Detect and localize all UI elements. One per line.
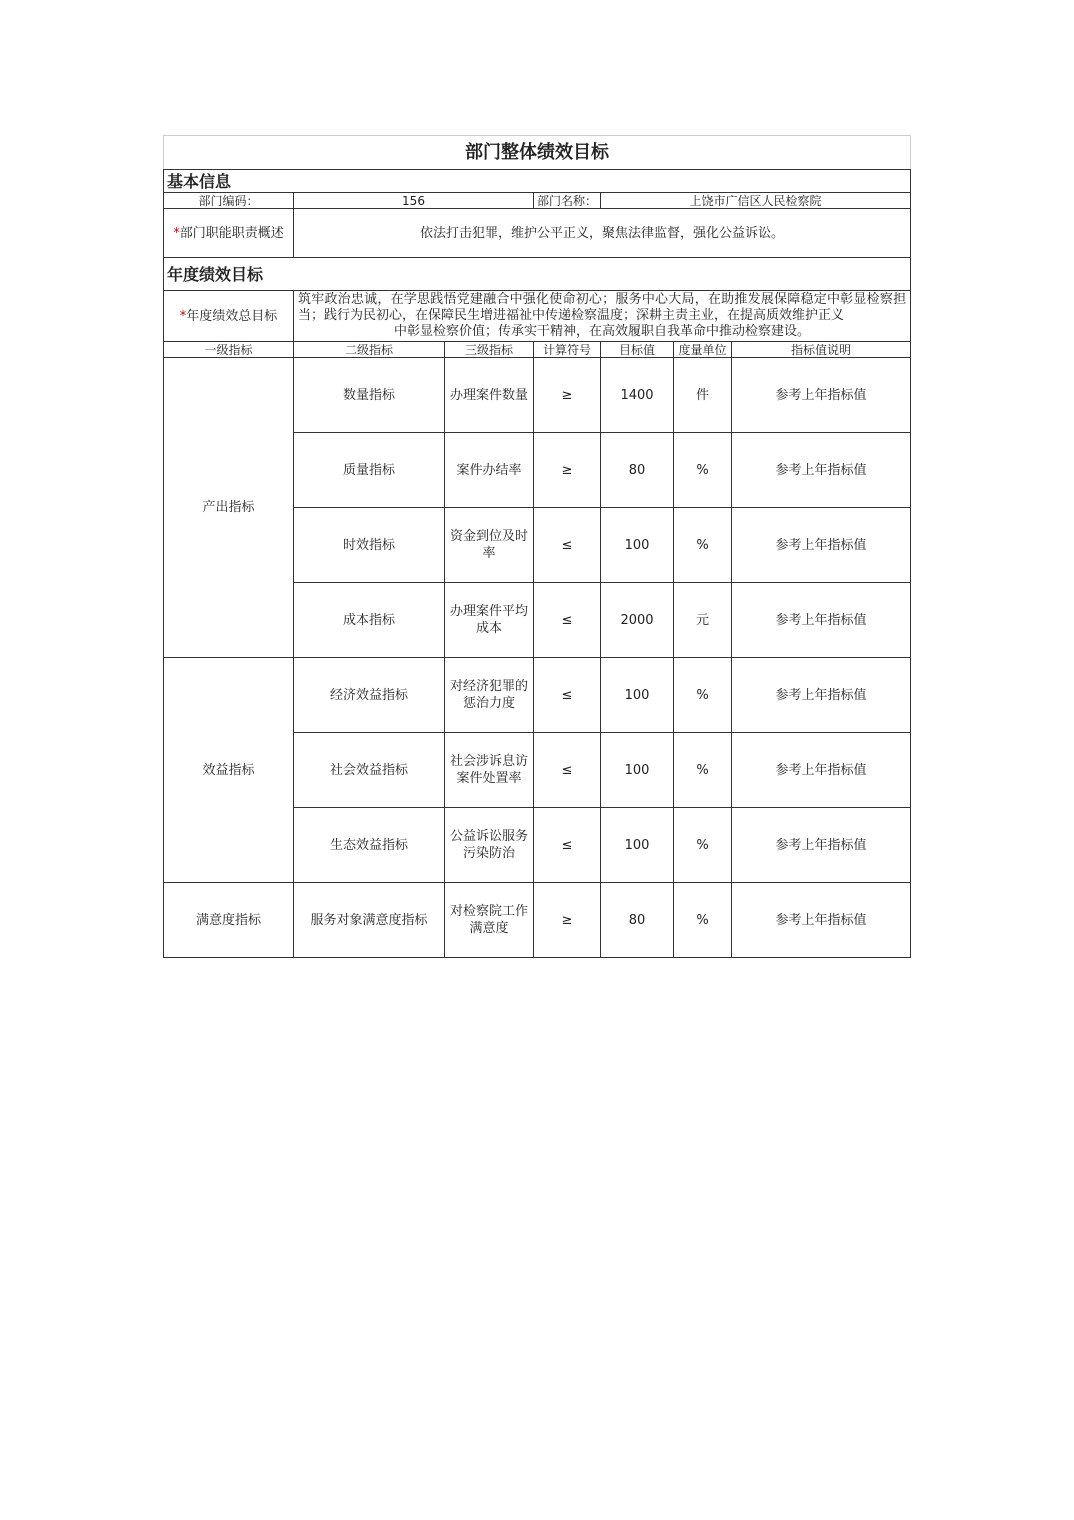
performance-sheet bbox=[163, 135, 910, 958]
column-header: 度量单位 bbox=[674, 342, 732, 358]
target-cell: 100 bbox=[601, 658, 674, 733]
note-cell: 参考上年指标值 bbox=[732, 583, 911, 658]
goal-text-main: 筑牢政治忠诚，在学思践悟党建融合中强化使命初心；服务中心大局，在助推发展保障稳定中彰显检察担当；践行为民初心，在保障民生增进福祉中传递检察温度；深耕主责主业，在提高质效维护正义 bbox=[298, 292, 907, 323]
level1-cell: 满意度指标 bbox=[164, 883, 294, 958]
level3-cell: 公益诉讼服务污染防治 bbox=[445, 808, 534, 883]
dept-name-label: 部门名称： bbox=[534, 193, 601, 209]
level2-cell: 数量指标 bbox=[294, 358, 445, 433]
level3-cell: 办理案件平均成本 bbox=[445, 583, 534, 658]
basic-info-heading: 基本信息 bbox=[164, 170, 911, 193]
level3-cell: 对经济犯罪的惩治力度 bbox=[445, 658, 534, 733]
note-cell: 参考上年指标值 bbox=[732, 658, 911, 733]
level2-cell: 质量指标 bbox=[294, 433, 445, 508]
level1-cell: 效益指标 bbox=[164, 658, 294, 883]
target-cell: 100 bbox=[601, 508, 674, 583]
operator-cell: ≥ bbox=[534, 433, 601, 508]
note-cell: 参考上年指标值 bbox=[732, 808, 911, 883]
unit-cell: % bbox=[674, 658, 732, 733]
required-mark: * bbox=[179, 308, 187, 324]
level2-cell: 社会效益指标 bbox=[294, 733, 445, 808]
unit-cell: % bbox=[674, 883, 732, 958]
page-title: 部门整体绩效目标 bbox=[164, 136, 911, 170]
operator-cell: ≤ bbox=[534, 508, 601, 583]
unit-cell: 元 bbox=[674, 583, 732, 658]
performance-table bbox=[163, 135, 911, 958]
required-mark: * bbox=[173, 225, 180, 241]
column-header: 指标值说明 bbox=[732, 342, 911, 358]
duty-label bbox=[164, 209, 294, 258]
operator-cell: ≤ bbox=[534, 658, 601, 733]
goal-label bbox=[164, 291, 294, 342]
level3-cell: 案件办结率 bbox=[445, 433, 534, 508]
operator-cell: ≤ bbox=[534, 808, 601, 883]
operator-cell: ≥ bbox=[534, 883, 601, 958]
goal-text bbox=[294, 291, 911, 342]
duty-text: 依法打击犯罪，维护公平正义，聚焦法律监督，强化公益诉讼。 bbox=[294, 209, 911, 258]
level2-cell: 时效指标 bbox=[294, 508, 445, 583]
level3-cell: 社会涉诉息访案件处置率 bbox=[445, 733, 534, 808]
target-cell: 1400 bbox=[601, 358, 674, 433]
note-cell: 参考上年指标值 bbox=[732, 433, 911, 508]
table-row bbox=[164, 883, 911, 958]
column-header: 三级指标 bbox=[445, 342, 534, 358]
note-cell: 参考上年指标值 bbox=[732, 508, 911, 583]
operator-cell: ≤ bbox=[534, 733, 601, 808]
unit-cell: % bbox=[674, 433, 732, 508]
level3-cell: 对检察院工作满意度 bbox=[445, 883, 534, 958]
level2-cell: 生态效益指标 bbox=[294, 808, 445, 883]
level3-cell: 资金到位及时率 bbox=[445, 508, 534, 583]
goal-label-text: 年度绩效总目标 bbox=[186, 308, 278, 324]
column-header: 目标值 bbox=[601, 342, 674, 358]
level1-cell: 产出指标 bbox=[164, 358, 294, 658]
annual-goal-heading: 年度绩效目标 bbox=[164, 258, 911, 291]
dept-code-value: 156 bbox=[294, 193, 534, 209]
column-header: 计算符号 bbox=[534, 342, 601, 358]
column-header: 一级指标 bbox=[164, 342, 294, 358]
target-cell: 100 bbox=[601, 733, 674, 808]
duty-label-text: 部门职能职责概述 bbox=[179, 225, 284, 241]
unit-cell: % bbox=[674, 733, 732, 808]
target-cell: 80 bbox=[601, 883, 674, 958]
target-cell: 100 bbox=[601, 808, 674, 883]
level2-cell: 经济效益指标 bbox=[294, 658, 445, 733]
dept-name-value: 上饶市广信区人民检察院 bbox=[601, 193, 911, 209]
unit-cell: 件 bbox=[674, 358, 732, 433]
note-cell: 参考上年指标值 bbox=[732, 883, 911, 958]
target-cell: 2000 bbox=[601, 583, 674, 658]
note-cell: 参考上年指标值 bbox=[732, 358, 911, 433]
operator-cell: ≥ bbox=[534, 358, 601, 433]
column-header: 二级指标 bbox=[294, 342, 445, 358]
unit-cell: % bbox=[674, 508, 732, 583]
level3-cell: 办理案件数量 bbox=[445, 358, 534, 433]
note-cell: 参考上年指标值 bbox=[732, 733, 911, 808]
unit-cell: % bbox=[674, 808, 732, 883]
level2-cell: 服务对象满意度指标 bbox=[294, 883, 445, 958]
goal-text-last: 中彰显检察价值；传承实干精神，在高效履职自我革命中推动检察建设。 bbox=[394, 324, 811, 339]
dept-code-label: 部门编码： bbox=[164, 193, 294, 209]
table-row bbox=[164, 658, 911, 733]
target-cell: 80 bbox=[601, 433, 674, 508]
column-header-row bbox=[164, 342, 911, 358]
table-row bbox=[164, 358, 911, 433]
operator-cell: ≤ bbox=[534, 583, 601, 658]
level2-cell: 成本指标 bbox=[294, 583, 445, 658]
